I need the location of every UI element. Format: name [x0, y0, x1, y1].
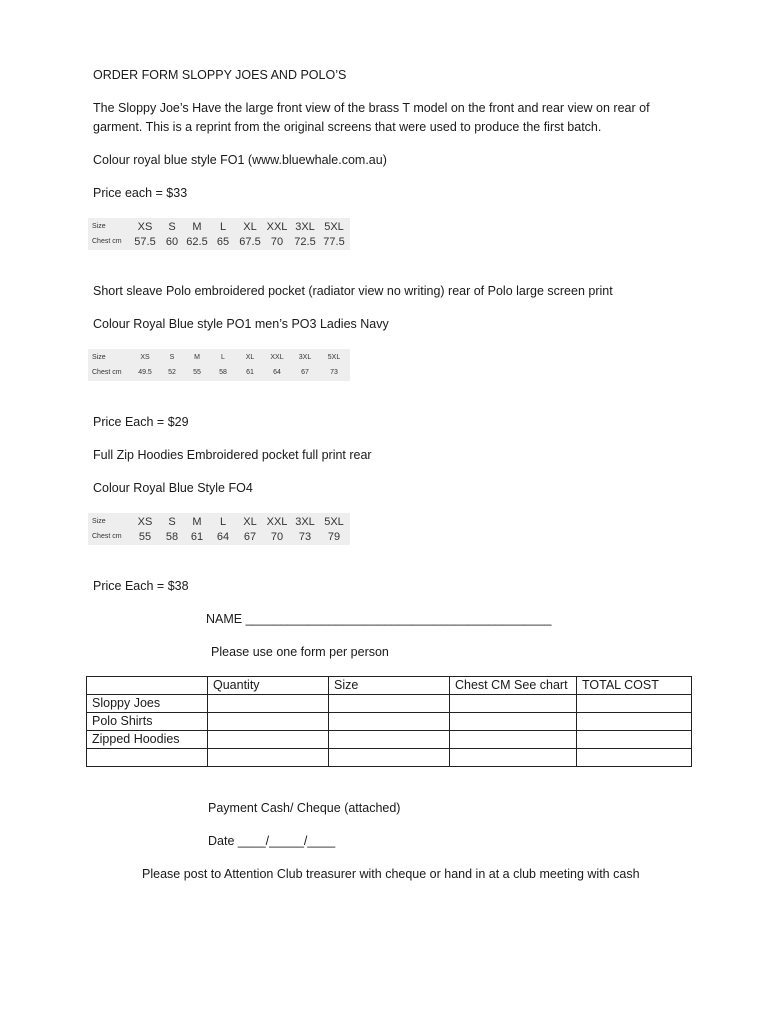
table-row: [87, 713, 692, 731]
chest-cell: 49.5: [138, 369, 152, 376]
chest-cell: 52: [168, 369, 176, 376]
total-cost-cell[interactable]: [577, 731, 692, 749]
payment-line: Payment Cash/ Cheque (attached): [208, 801, 401, 815]
table-header-cell: Size: [329, 677, 450, 695]
size-cell[interactable]: [329, 695, 450, 713]
size-cell: S: [169, 354, 175, 361]
chest-cell: 64: [216, 531, 230, 543]
row-label: Sloppy Joes: [87, 695, 208, 713]
size-cell: XL: [243, 221, 257, 233]
sloppy-size-chart: [88, 218, 350, 250]
chest-cell: 55: [138, 531, 152, 543]
chest-cell: 58: [165, 531, 179, 543]
total-cost-cell[interactable]: [577, 695, 692, 713]
table-row: [87, 749, 692, 767]
size-cell[interactable]: [329, 713, 450, 731]
sloppy-colour: Colour royal blue style FO1 (www.bluewhale.com.au): [93, 153, 387, 167]
table-header-cell: [87, 677, 208, 695]
polo-description: Short sleave Polo embroidered pocket (radiator view no writing) rear of Polo large screen print: [93, 284, 613, 298]
date-line[interactable]: Date ____/_____/____: [208, 834, 336, 848]
chest-cell: 60: [165, 236, 179, 248]
size-cell: 3XL: [295, 221, 315, 233]
post-instructions: Please post to Attention Club treasurer with cheque or hand in at a club meeting with cash: [142, 867, 640, 881]
polo-size-chart: [88, 349, 350, 381]
chest-cell: 67.5: [239, 236, 261, 248]
chest-cell: 58: [219, 369, 227, 376]
row-label: Zipped Hoodies: [87, 731, 208, 749]
table-row: [87, 731, 692, 749]
size-cell: XXL: [270, 354, 284, 361]
size-cell: 5XL: [324, 516, 344, 528]
name-line[interactable]: NAME ____________________________________________: [206, 612, 552, 626]
size-row: [88, 350, 350, 366]
polo-price: Price Each = $29: [93, 415, 189, 429]
intro-paragraph: The Sloppy Joe’s Have the large front view of the brass T model on the front and rear view on rear of garment. This is a reprint from the original screens that were used to produce the first batch.: [93, 101, 650, 134]
chest-cell: 57.5: [134, 236, 156, 248]
chest-cell: 64: [273, 369, 281, 376]
size-cell: 3XL: [295, 516, 315, 528]
quantity-cell[interactable]: [208, 713, 329, 731]
table-header-cell: Quantity: [208, 677, 329, 695]
size-cell: M: [192, 221, 202, 233]
one-form-note: Please use one form per person: [211, 645, 389, 659]
sloppy-price: Price each = $33: [93, 186, 188, 200]
size-cell[interactable]: [329, 749, 450, 767]
chest-cell: 67: [301, 369, 309, 376]
chest-cell[interactable]: [450, 731, 577, 749]
chest-row: [88, 529, 350, 545]
size-label: Size: [92, 354, 106, 361]
size-cell: 5XL: [327, 354, 341, 361]
chest-label: Chest cm: [92, 369, 122, 376]
chest-cell: 72.5: [294, 236, 316, 248]
size-cell: XXL: [266, 516, 288, 528]
quantity-cell[interactable]: [208, 749, 329, 767]
chest-cell: 55: [193, 369, 201, 376]
chest-cell: 61: [246, 369, 254, 376]
row-label: [87, 749, 208, 767]
chest-label: Chest cm: [92, 238, 122, 245]
size-cell: L: [219, 221, 227, 233]
size-cell: 5XL: [324, 221, 344, 233]
chest-cell: 70: [270, 236, 284, 248]
size-cell: L: [219, 516, 227, 528]
chest-cell[interactable]: [450, 713, 577, 731]
size-cell: M: [194, 354, 200, 361]
polo-colour: Colour Royal Blue style PO1 men’s PO3 Ladies Navy: [93, 317, 389, 331]
chest-cell: 62.5: [186, 236, 208, 248]
chest-cell: 73: [298, 531, 312, 543]
hoodie-colour: Colour Royal Blue Style FO4: [93, 481, 253, 495]
chest-cell: 61: [190, 531, 204, 543]
size-cell[interactable]: [329, 731, 450, 749]
chest-cell: 73: [330, 369, 338, 376]
size-cell: L: [221, 354, 225, 361]
hoodie-price: Price Each = $38: [93, 579, 189, 593]
total-cost-cell[interactable]: [577, 749, 692, 767]
chest-cell: 79: [327, 531, 341, 543]
chest-cell: 67: [243, 531, 257, 543]
size-row: [88, 219, 350, 235]
order-table: [86, 676, 692, 767]
chest-cell: 70: [270, 531, 284, 543]
size-label: Size: [92, 518, 106, 525]
chest-cell[interactable]: [450, 749, 577, 767]
chest-cell: 65: [216, 236, 230, 248]
size-cell: M: [192, 516, 202, 528]
table-header-cell: TOTAL COST: [577, 677, 692, 695]
chest-row: [88, 365, 350, 381]
total-cost-cell[interactable]: [577, 713, 692, 731]
table-header-cell: Chest CM See chart: [450, 677, 577, 695]
chest-cell[interactable]: [450, 695, 577, 713]
size-cell: XS: [137, 221, 153, 233]
chest-cell: 77.5: [323, 236, 345, 248]
size-cell: S: [168, 221, 176, 233]
hoodie-size-chart: [88, 513, 350, 545]
table-row: [87, 695, 692, 713]
row-label: Polo Shirts: [87, 713, 208, 731]
quantity-cell[interactable]: [208, 695, 329, 713]
size-cell: XS: [137, 516, 153, 528]
size-row: [88, 514, 350, 530]
size-cell: S: [168, 516, 176, 528]
size-cell: XL: [245, 354, 255, 361]
size-cell: XS: [140, 354, 150, 361]
chest-label: Chest cm: [92, 533, 122, 540]
size-cell: XL: [243, 516, 257, 528]
size-cell: 3XL: [298, 354, 312, 361]
hoodie-description: Full Zip Hoodies Embroidered pocket full print rear: [93, 448, 372, 462]
size-label: Size: [92, 223, 106, 230]
chest-row: [88, 234, 350, 250]
size-cell: XXL: [266, 221, 288, 233]
table-header-row: [87, 677, 692, 695]
quantity-cell[interactable]: [208, 731, 329, 749]
form-title: ORDER FORM SLOPPY JOES AND POLO’S: [93, 68, 347, 82]
